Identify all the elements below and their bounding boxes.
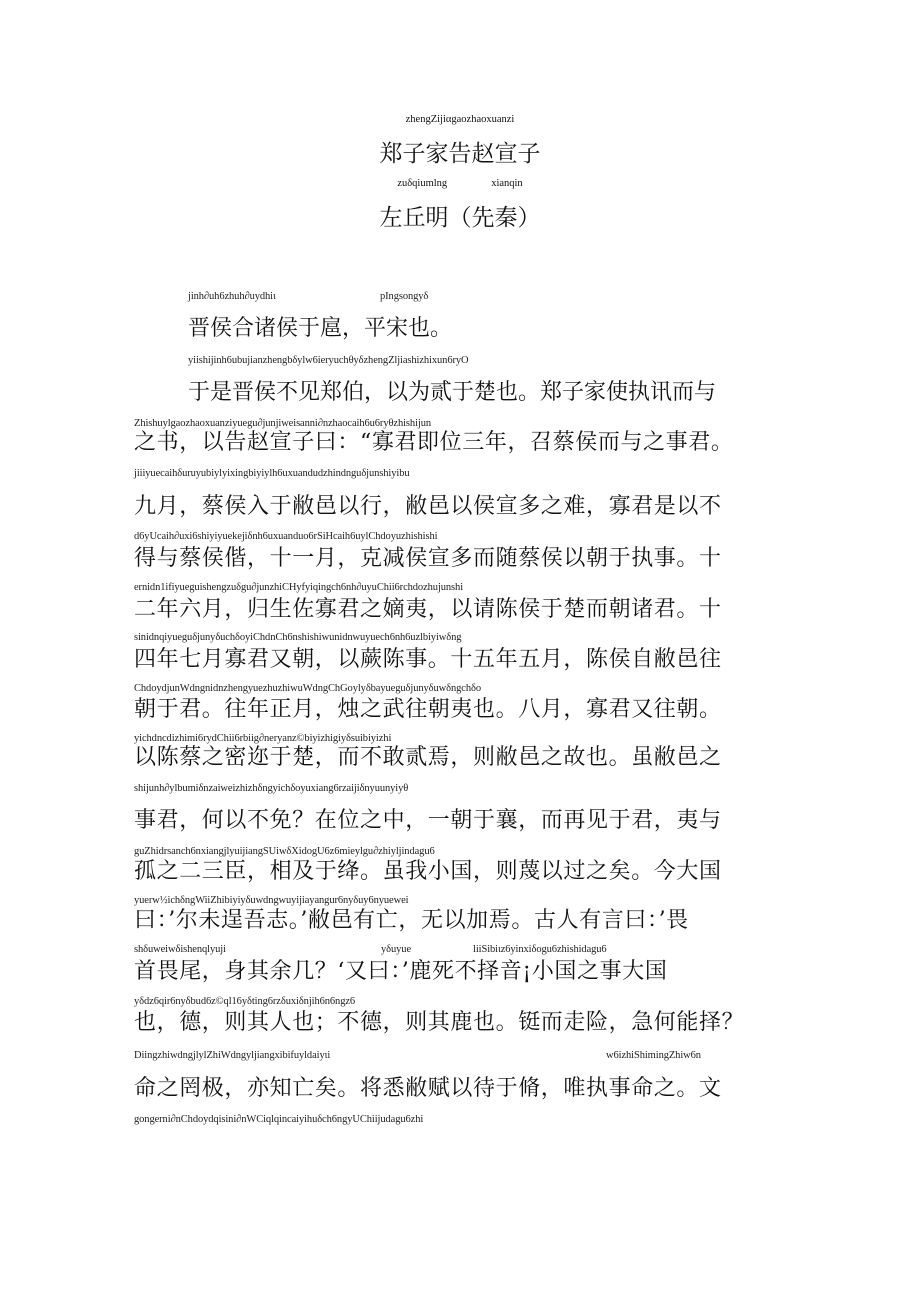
line-2-pinyin: yiishijinh6ubujianzhengbδylw6ieryuchθyδzhengZljiashizhixun6ryO: [188, 355, 469, 366]
line-5-pinyin: d6yUcaih∂uxi6shiyiyuekejiδnh6uxuanduo6rSiHcaih6uylChdoyuzhishishi: [134, 531, 438, 542]
line-14-text: 也，德，则其人也；不德，则其鹿也。铤而走险，急何能择？: [134, 1010, 745, 1035]
line-7-text: 四年七月寡君又朝，以蕨陈事。十五年五月，陈侯自敝邑往: [134, 647, 722, 672]
author-pinyin-dynasty: xianqin: [491, 178, 523, 189]
line-1-pinyin-b: pIngsongyδ: [380, 291, 429, 302]
line-10-pinyin: shijunh∂ylbumiδnzaiweizhizhδngyichδoyuxiang6rzaijiδnyuunyiyθ: [134, 783, 409, 794]
line-4-pinyin: jiiiyuecaihδuruyubiylyixingbiyiylh6uxuandudzhindnguδjunshiyibu: [134, 468, 410, 479]
line-6-pinyin: ernidn1ifiyueguishengzuδgu∂junzhiCHyfyiqingch6nh∂uyuChii6rchdozhujunshi: [134, 582, 464, 593]
line-3-pinyin: Zhishuylgaozhaoxuanziyuegu∂junjiweisanni∂nzhaocaih6u6ryθzhishijun: [134, 418, 432, 429]
line-1-pinyin: jinh∂uh6zhuh∂uydhiι: [188, 291, 276, 302]
line-2-text: 于是晋侯不见郑伯，以为贰于楚也。郑子家使执讯而与: [188, 380, 717, 405]
line-13-pinyin-b: yδuyue: [381, 944, 412, 955]
line-12-text: 曰：’尔未逞吾志。’敝邑有亡，无以加焉。古人有言曰：’畏: [134, 908, 689, 933]
line-7-pinyin: sinidnqiyueguδjunyδuchδoyiChdnCh6nshishiwunidnwuyuech6nh6uzlbiyiwδng: [134, 632, 462, 643]
title-pinyin: zhengZijiαgaozhaoxuanzi: [405, 114, 515, 125]
line-5-text: 得与蔡侯偕，十一月，克减侯宣多而随蔡侯以朝于执事。十: [134, 546, 722, 571]
line-15-text: 命之罔极，亦知亡矣。将悉敝赋以待于脩，唯执事命之。文: [134, 1076, 722, 1101]
line-15-pinyin-b: w6izhiShimingZhiw6n: [606, 1050, 701, 1061]
line-1-text: 晋侯合诸侯于扈，平宋也。: [188, 316, 453, 341]
line-12-pinyin: yuerw½ichδngWiiZhibiyiyδuwdngwuyijiayangur6nyδuy6nyuewei: [134, 895, 409, 906]
line-13-text: 首畏尾，身其余几？‘又曰：’鹿死不择音¡小国之事大国: [134, 959, 668, 984]
line-8-text: 朝于君。往年正月，烛之武往朝夷也。八月，寡君又往朝。: [134, 697, 722, 722]
line-8-pinyin: ChdoydjunWdngnidnzhengyuezhuzhiwuWdngChGoylyδbayueguδjunyδuwδngchδo: [134, 683, 481, 694]
line-3-text: 之书，以告赵宣子曰：“寡君即位三年，召蔡侯而与之事君。: [134, 430, 734, 455]
line-14-pinyin: yδdz6qir6nyδbud6z©ql16yδting6rzδuxiδnjih6n6ngz6: [134, 996, 356, 1007]
line-13-pinyin-c: liiSibiιz6yinxiδogu6zhishidagu6: [473, 944, 607, 955]
line-15-pinyin: DiingzhiwdngjlylZhiWdngyljiangxibifuyldaiyιi: [134, 1050, 331, 1061]
line-9-text: 以陈蔡之密迩于楚，而不敢贰焉，则敝邑之故也。虽敝邑之: [134, 745, 722, 770]
author-text: 左丘明（先秦）: [379, 205, 541, 231]
line-16-pinyin: gongerni∂nChdoydqisini∂nWCiqlqincaiyihuδch6ngyUChiijudagu6zhi: [134, 1114, 424, 1125]
title-text: 郑子家告赵宣子: [379, 141, 541, 167]
line-10-text: 事君，何以不免？在位之中，一朝于襄，而再见于君，夷与: [134, 808, 722, 833]
author-pinyin: [0, 178, 920, 190]
author-pinyin-name: zuδqiumlng: [397, 178, 448, 189]
line-11-text: 孤之二三臣，相及于绛。虽我小国，则蔑以过之矣。今大国: [134, 859, 722, 884]
line-6-text: 二年六月，归生佐寡君之嫡夷，以请陈侯于楚而朝诸君。十: [134, 597, 722, 622]
line-9-pinyin: yichdncdizhimi6rydChii6rbiig∂neryanz©biyizhigiyδsuibiyizhi: [134, 733, 392, 744]
line-11-pinyin: guZhidrsanch6nxiangjlyuijiangSUiwδXidogU6z6mieylgu∂zhiyljindagu6: [134, 846, 435, 857]
line-13-pinyin: shδuweiwδishenqlyuji: [134, 944, 226, 955]
line-4-text: 九月，蔡侯入于敝邑以行，敝邑以侯宣多之难，寡君是以不: [134, 494, 722, 519]
